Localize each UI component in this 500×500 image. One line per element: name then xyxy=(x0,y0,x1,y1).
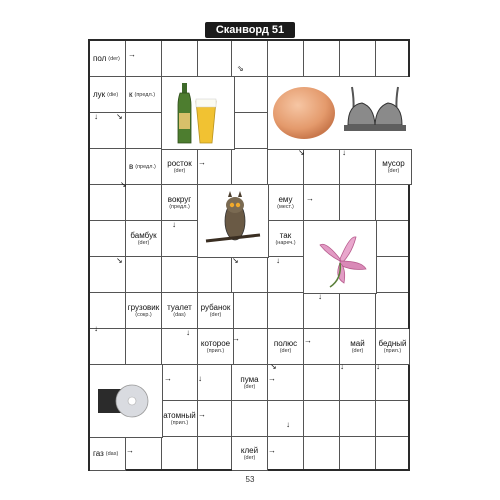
direction-arrow-icon: → xyxy=(128,50,136,59)
answer-cell[interactable] xyxy=(376,257,408,293)
direction-arrow-icon: → xyxy=(232,334,240,343)
answer-cell[interactable] xyxy=(232,401,268,437)
direction-arrow-icon: ↘ xyxy=(270,362,277,371)
clue-word: так xyxy=(279,231,292,240)
clue-grammar: (прил.) xyxy=(383,348,402,354)
answer-cell[interactable] xyxy=(376,362,408,401)
clue-bambuk xyxy=(126,221,162,257)
clue-word: пол xyxy=(93,54,107,63)
answer-cell[interactable] xyxy=(340,401,376,437)
direction-arrow-icon: ↘ xyxy=(116,256,123,265)
clue-word: росток xyxy=(167,159,192,168)
clue-grammar: (нареч.) xyxy=(275,240,296,246)
clue-grammar: (der) xyxy=(279,348,292,354)
bra-picture xyxy=(340,77,412,150)
clue-rostok xyxy=(162,149,198,185)
answer-cell[interactable] xyxy=(376,293,408,329)
page-number: 53 xyxy=(245,475,255,484)
answer-cell[interactable] xyxy=(340,362,376,401)
clue-word: которое xyxy=(200,339,231,348)
answer-cell[interactable] xyxy=(340,293,376,329)
egg-picture xyxy=(268,77,341,150)
answer-cell[interactable] xyxy=(268,401,304,437)
clue-grammar: (der) xyxy=(351,348,364,354)
answer-cell[interactable] xyxy=(198,257,232,293)
puzzle-title: Сканворд 51 xyxy=(205,22,295,38)
direction-arrow-icon: ⇘ xyxy=(237,64,244,73)
clue-grammar: (предл.) xyxy=(134,91,156,98)
answer-cell[interactable] xyxy=(340,185,376,221)
direction-arrow-icon: ↘ xyxy=(232,256,239,265)
clue-word: газ xyxy=(93,449,104,458)
answer-cell[interactable] xyxy=(232,293,268,329)
clue-vokrug xyxy=(162,185,198,221)
clue-word: в xyxy=(129,162,134,171)
clue-grammar: (der) xyxy=(209,312,222,318)
clue-word: бедный xyxy=(378,339,407,348)
direction-arrow-icon: ↓ xyxy=(376,362,380,371)
clue-word: грузовик xyxy=(127,303,160,312)
answer-cell[interactable] xyxy=(304,41,340,77)
direction-arrow-icon: ↓ xyxy=(186,328,190,337)
answer-cell[interactable] xyxy=(126,113,162,149)
direction-arrow-icon: ↓ xyxy=(94,112,98,121)
direction-arrow-icon: ↓ xyxy=(172,220,176,229)
direction-arrow-icon: → xyxy=(306,194,314,203)
clue-word: вокруг xyxy=(167,195,192,204)
answer-cell[interactable] xyxy=(90,221,126,257)
clue-grammar: (мест.) xyxy=(277,204,294,210)
bottle-and-glass-picture xyxy=(162,77,235,150)
answer-cell[interactable] xyxy=(376,221,408,257)
direction-arrow-icon: ↓ xyxy=(342,148,346,157)
cd-picture xyxy=(90,365,163,438)
clue-musor xyxy=(376,149,412,185)
direction-arrow-icon: → xyxy=(268,446,276,455)
clue-tak xyxy=(268,221,304,257)
direction-arrow-icon: → xyxy=(198,158,206,167)
answer-cell[interactable] xyxy=(198,365,232,401)
answer-cell[interactable] xyxy=(376,437,408,469)
answer-cell[interactable] xyxy=(90,329,126,365)
answer-cell[interactable] xyxy=(162,257,198,293)
clue-word: ему xyxy=(278,195,293,204)
answer-cell[interactable] xyxy=(340,437,376,469)
clue-word: к xyxy=(129,90,133,99)
answer-cell[interactable] xyxy=(268,293,304,329)
answer-cell[interactable] xyxy=(198,437,232,469)
answer-cell[interactable] xyxy=(162,365,198,401)
clue-grammar: (das) xyxy=(105,450,119,457)
answer-cell[interactable] xyxy=(340,41,376,77)
answer-cell[interactable] xyxy=(162,329,198,365)
owl-picture xyxy=(198,185,269,258)
answer-cell[interactable] xyxy=(162,221,198,257)
direction-arrow-icon: ↓ xyxy=(286,420,290,429)
direction-arrow-icon: ↓ xyxy=(198,374,202,383)
clue-grammar: (der) xyxy=(243,455,256,461)
clue-grammar: (der) xyxy=(173,168,186,174)
clue-pol xyxy=(90,41,126,77)
clue-word: туалет xyxy=(167,303,192,312)
clue-kotoroe xyxy=(198,329,234,365)
clue-grammar: (прил.) xyxy=(206,348,225,354)
clue-k xyxy=(126,77,162,113)
answer-cell[interactable] xyxy=(304,293,340,329)
clue-word: клей xyxy=(240,446,259,455)
answer-cell[interactable] xyxy=(376,401,408,437)
clue-word: пума xyxy=(240,375,259,384)
clue-atomny xyxy=(162,401,198,437)
clue-word: лук xyxy=(93,90,106,99)
direction-arrow-icon: ↓ xyxy=(340,362,344,371)
clue-grammar: (предл.) xyxy=(135,163,156,170)
answer-cell[interactable] xyxy=(162,437,198,469)
clue-grammar: (der) xyxy=(387,168,400,174)
answer-cell[interactable] xyxy=(376,41,408,77)
clue-word: рубанок xyxy=(200,303,231,312)
clue-gaz xyxy=(90,437,126,471)
direction-arrow-icon: ↘ xyxy=(120,180,127,189)
clue-grammar: (der) xyxy=(108,55,120,62)
direction-arrow-icon: ↓ xyxy=(94,324,98,333)
clue-word: бамбук xyxy=(130,231,157,240)
direction-arrow-icon: ↓ xyxy=(318,292,322,301)
answer-cell[interactable] xyxy=(126,41,162,77)
answer-cell[interactable] xyxy=(268,257,304,293)
lily-picture xyxy=(304,221,377,294)
answer-cell[interactable] xyxy=(304,437,340,469)
answer-cell[interactable] xyxy=(162,41,198,77)
clue-grammar: (сокр.) xyxy=(135,312,152,318)
clue-mai xyxy=(340,329,376,365)
clue-word: май xyxy=(350,339,365,348)
answer-cell[interactable] xyxy=(232,149,268,185)
clue-grammar: (прил.) xyxy=(170,420,189,426)
answer-cell[interactable] xyxy=(304,365,340,401)
clue-klei xyxy=(232,437,268,471)
clue-bedny xyxy=(376,329,410,365)
clue-word: атомный xyxy=(163,411,196,420)
answer-cell[interactable] xyxy=(198,401,232,437)
direction-arrow-icon: ↘ xyxy=(298,148,305,157)
answer-cell[interactable] xyxy=(126,329,162,365)
direction-arrow-icon: → xyxy=(164,374,172,383)
answer-cell[interactable] xyxy=(126,185,162,221)
crossword-grid xyxy=(88,39,410,471)
clue-word: полюс xyxy=(273,339,298,348)
clue-word: мусор xyxy=(382,159,405,168)
clue-grammar: (die) xyxy=(107,91,119,98)
direction-arrow-icon: → xyxy=(198,410,206,419)
answer-cell[interactable] xyxy=(376,185,408,221)
clue-tualet xyxy=(162,293,198,329)
answer-cell[interactable] xyxy=(126,257,162,293)
answer-cell[interactable] xyxy=(304,185,340,221)
clue-v xyxy=(126,149,162,185)
direction-arrow-icon: → xyxy=(268,374,276,383)
clue-grammar: (der) xyxy=(243,384,256,390)
answer-cell[interactable] xyxy=(90,185,126,221)
clue-emu xyxy=(268,185,304,221)
clue-grammar: (der) xyxy=(137,240,150,246)
answer-cell[interactable] xyxy=(198,149,232,185)
direction-arrow-icon: → xyxy=(126,446,134,455)
clue-polyus xyxy=(268,329,304,365)
clue-grammar: (предл.) xyxy=(169,204,190,210)
clue-rubanok xyxy=(198,293,234,329)
answer-cell[interactable] xyxy=(232,77,268,113)
answer-cell[interactable] xyxy=(304,329,340,365)
clue-puma xyxy=(232,365,268,401)
clue-luk xyxy=(90,77,126,113)
answer-cell[interactable] xyxy=(304,401,340,437)
direction-arrow-icon: ↓ xyxy=(276,256,280,265)
answer-cell[interactable] xyxy=(232,113,268,149)
direction-arrow-icon: ↘ xyxy=(116,112,123,121)
answer-cell[interactable] xyxy=(304,149,340,185)
answer-cell[interactable] xyxy=(268,41,304,77)
clue-gruzovik xyxy=(126,293,162,329)
clue-grammar: (das) xyxy=(173,312,186,318)
answer-cell[interactable] xyxy=(198,41,232,77)
direction-arrow-icon: → xyxy=(304,336,312,345)
